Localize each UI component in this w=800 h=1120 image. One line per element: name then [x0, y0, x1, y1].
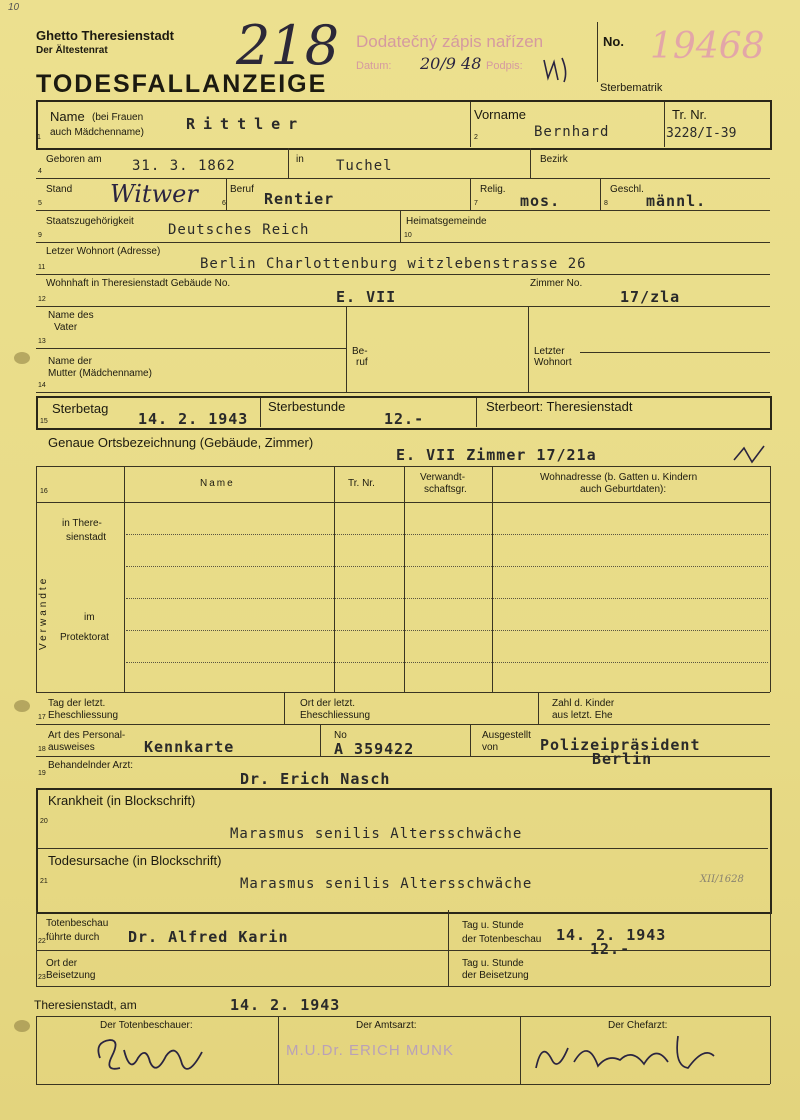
no-value: 19468	[650, 26, 765, 67]
chefarzt-label: Der Chefarzt:	[608, 1020, 668, 1031]
totenbeschauer-signature-icon	[90, 1028, 220, 1086]
wohnhaft-label: Wohnhaft in Theresienstadt Gebäude No.	[46, 278, 231, 289]
ortsbez-value: E. VII Zimmer 17/21a	[396, 446, 597, 464]
ausg-label2: von	[482, 742, 499, 753]
mutter-label2: Mutter (Mädchenname)	[48, 368, 152, 379]
zimmer-value: 17/zla	[620, 288, 681, 306]
row-number: 20	[40, 818, 48, 825]
stunde-value: 12.-	[384, 410, 425, 428]
vorname-value: Bernhard	[534, 124, 610, 140]
amtsarzt-stamp: M.U.Dr. ERICH MUNK	[286, 1042, 454, 1059]
art-label2: ausweises	[48, 742, 95, 753]
bezirk-label: Bezirk	[540, 154, 568, 165]
krank-label: Krankheit (in Blockschrift)	[48, 793, 196, 808]
sterbematrik-label: Sterbematrik	[600, 82, 663, 94]
row-number: 19	[38, 770, 46, 777]
beschau-tag-value1: 14. 2. 1943	[556, 926, 667, 944]
ausg-label1: Ausgestellt	[482, 730, 531, 741]
tag-ehe-label1: Tag der letzt.	[48, 698, 106, 709]
tag-ehe-label2: Eheschliessung	[48, 710, 119, 721]
relig-value: mos.	[520, 192, 561, 210]
ortsbez-check-icon	[730, 440, 770, 468]
punch-hole	[14, 352, 30, 364]
row-number: 9	[38, 232, 42, 239]
wohnhaft-value: E. VII	[336, 288, 397, 306]
stunde-label: Sterbestunde	[268, 399, 346, 414]
wohnort-label: Letzer Wohnort (Adresse)	[46, 246, 161, 257]
staat-value: Deutsches Reich	[168, 222, 310, 238]
row-number: 8	[604, 200, 608, 207]
name-sub2: auch Mädchenname)	[50, 127, 144, 138]
heimat-label: Heimatsgemeinde	[406, 216, 487, 227]
place-label: Theresienstadt, am	[34, 998, 137, 1012]
stamp-line1: Dodatečný zápis nařízen	[356, 32, 544, 51]
todes-label: Todesursache (in Blockschrift)	[48, 853, 222, 868]
row-number: 10	[404, 232, 412, 239]
big-number: 218	[236, 14, 340, 77]
row-number: 15	[40, 418, 48, 425]
todes-value: Marasmus senilis Altersschwäche	[240, 876, 533, 892]
kinder-label1: Zahl d. Kinder	[552, 698, 615, 709]
row-number: 6	[222, 200, 226, 207]
geschl-value: männl.	[646, 192, 707, 210]
row-number: 4	[38, 168, 42, 175]
beruf-value: Rentier	[264, 190, 335, 208]
row-number: 23	[38, 974, 46, 981]
corner-mark: 10	[8, 2, 20, 13]
row-number: 7	[474, 200, 478, 207]
vater-label1: Name des	[48, 310, 94, 321]
in-label: in	[296, 154, 304, 165]
zimmer-label: Zimmer No.	[530, 278, 583, 289]
punch-hole	[14, 700, 30, 712]
geboren-value: 31. 3. 1862	[132, 158, 236, 174]
stamp-signature-icon	[540, 52, 580, 86]
geschl-label: Geschl.	[610, 184, 644, 195]
trnr-label: Tr. Nr.	[672, 107, 707, 122]
stand-label: Stand	[46, 184, 73, 195]
beis-tag-label2: der Beisetzung	[462, 970, 529, 981]
ausg-value1: Polizeipräsident	[540, 736, 701, 754]
sterbetag-value: 14. 2. 1943	[138, 410, 249, 428]
beis-ort-label1: Ort der	[46, 958, 78, 969]
beruf2-label2: ruf	[356, 357, 368, 368]
letzter-label1: Letzter	[534, 346, 565, 357]
totenbeschauer-label: Der Totenbeschauer:	[100, 1020, 193, 1031]
rel-side-label: Verwandte	[38, 575, 49, 650]
place-date: 14. 2. 1943	[230, 996, 341, 1014]
row-number: 1	[37, 134, 41, 141]
mutter-label1: Name der	[48, 356, 92, 367]
sterbeort-label: Sterbeort: Theresienstadt	[486, 399, 633, 414]
form-title: TODESFALLANZEIGE	[36, 70, 328, 98]
beschau-tag-value2: 12.-	[590, 940, 631, 958]
rel-verw-col2: schaftsgr.	[424, 484, 467, 495]
geboren-label: Geboren am	[46, 154, 102, 165]
wohnort-value: Berlin Charlottenburg witzlebenstrasse 26	[200, 256, 587, 272]
rel-verw-col1: Verwandt-	[420, 472, 466, 483]
krank-value: Marasmus senilis Altersschwäche	[230, 826, 523, 842]
stamp-podpis: Podpis:	[486, 60, 523, 72]
row-number: 5	[38, 200, 42, 207]
chefarzt-signature-icon	[528, 1026, 728, 1086]
relig-label: Relig.	[480, 184, 506, 195]
staat-label: Staatszugehörigkeit	[46, 216, 134, 227]
trnr-value: 3228/I-39	[666, 126, 737, 141]
ort-ehe-label2: Eheschliessung	[300, 710, 371, 721]
row-number: 11	[38, 264, 46, 271]
letzter-label2: Wohnort	[534, 357, 572, 368]
stand-value: Witwer	[110, 180, 198, 208]
rel-im2: Protektorat	[60, 632, 109, 643]
row-number: 16	[40, 488, 48, 495]
row-number: 18	[38, 746, 46, 753]
ortsbez-label: Genaue Ortsbezeichnung (Gebäude, Zimmer)	[48, 435, 314, 450]
rel-wohn-col1: Wohnadresse (b. Gatten u. Kindern	[540, 472, 698, 483]
row-number: 17	[38, 714, 46, 721]
row-number: 12	[38, 296, 46, 303]
name-sub1: (bei Frauen	[92, 112, 144, 123]
ghetto-title: Ghetto Theresienstadt	[36, 28, 174, 43]
beruf2-label1: Be-	[352, 346, 368, 357]
ausg-value2: Berlin	[592, 750, 653, 768]
row-number: 22	[38, 938, 46, 945]
rel-im1: im	[84, 612, 95, 623]
beschau-label1: Totenbeschau	[46, 918, 109, 929]
beschau-tag-label2: der Totenbeschau	[462, 934, 542, 945]
stamp-date-value: 20/9 48	[420, 54, 482, 73]
art-value: Kennkarte	[144, 738, 235, 756]
rel-in-there2: sienstadt	[66, 532, 107, 543]
name-box	[36, 100, 772, 150]
ort-ehe-label1: Ort der letzt.	[300, 698, 356, 709]
beis-ort-label2: Beisetzung	[46, 970, 96, 981]
rel-in-there1: in There-	[62, 518, 102, 529]
vorname-label: Vorname	[474, 107, 527, 122]
name-label: Name	[50, 109, 85, 124]
name-value: Rittler	[186, 115, 306, 133]
stamp-datum: Datum:	[356, 60, 392, 72]
sterbetag-label: Sterbetag	[52, 401, 109, 416]
rel-wohn-col2: auch Geburtdaten):	[580, 484, 667, 495]
idno-label: No	[334, 730, 347, 741]
arzt-label: Behandelnder Arzt:	[48, 760, 134, 771]
kinder-label2: aus letzt. Ehe	[552, 710, 613, 721]
idno-value: A 359422	[334, 740, 415, 758]
rel-name-col: Name	[200, 478, 235, 489]
beruf-label: Beruf	[230, 184, 254, 195]
amtsarzt-label: Der Amtsarzt:	[356, 1020, 417, 1031]
art-label1: Art des Personal-	[48, 730, 126, 741]
no-label: No.	[603, 34, 624, 49]
arzt-value: Dr. Erich Nasch	[240, 770, 391, 788]
beschau-tag-label1: Tag u. Stunde	[462, 920, 524, 931]
row-number: 14	[38, 382, 46, 389]
beschau-label2: führte durch	[46, 932, 100, 943]
council-title: Der Ältestenrat	[36, 45, 108, 56]
punch-hole	[14, 1020, 30, 1032]
row-number: 13	[38, 338, 46, 345]
in-value: Tuchel	[336, 158, 393, 174]
beis-tag-label1: Tag u. Stunde	[462, 958, 524, 969]
cause-margin-note: XII/1628	[700, 874, 744, 885]
vater-label2: Vater	[54, 322, 78, 333]
beschau-value: Dr. Alfred Karin	[128, 928, 289, 946]
row-number: 21	[40, 878, 48, 885]
rel-trnr-col: Tr. Nr.	[348, 478, 375, 489]
row-number: 2	[474, 134, 478, 141]
